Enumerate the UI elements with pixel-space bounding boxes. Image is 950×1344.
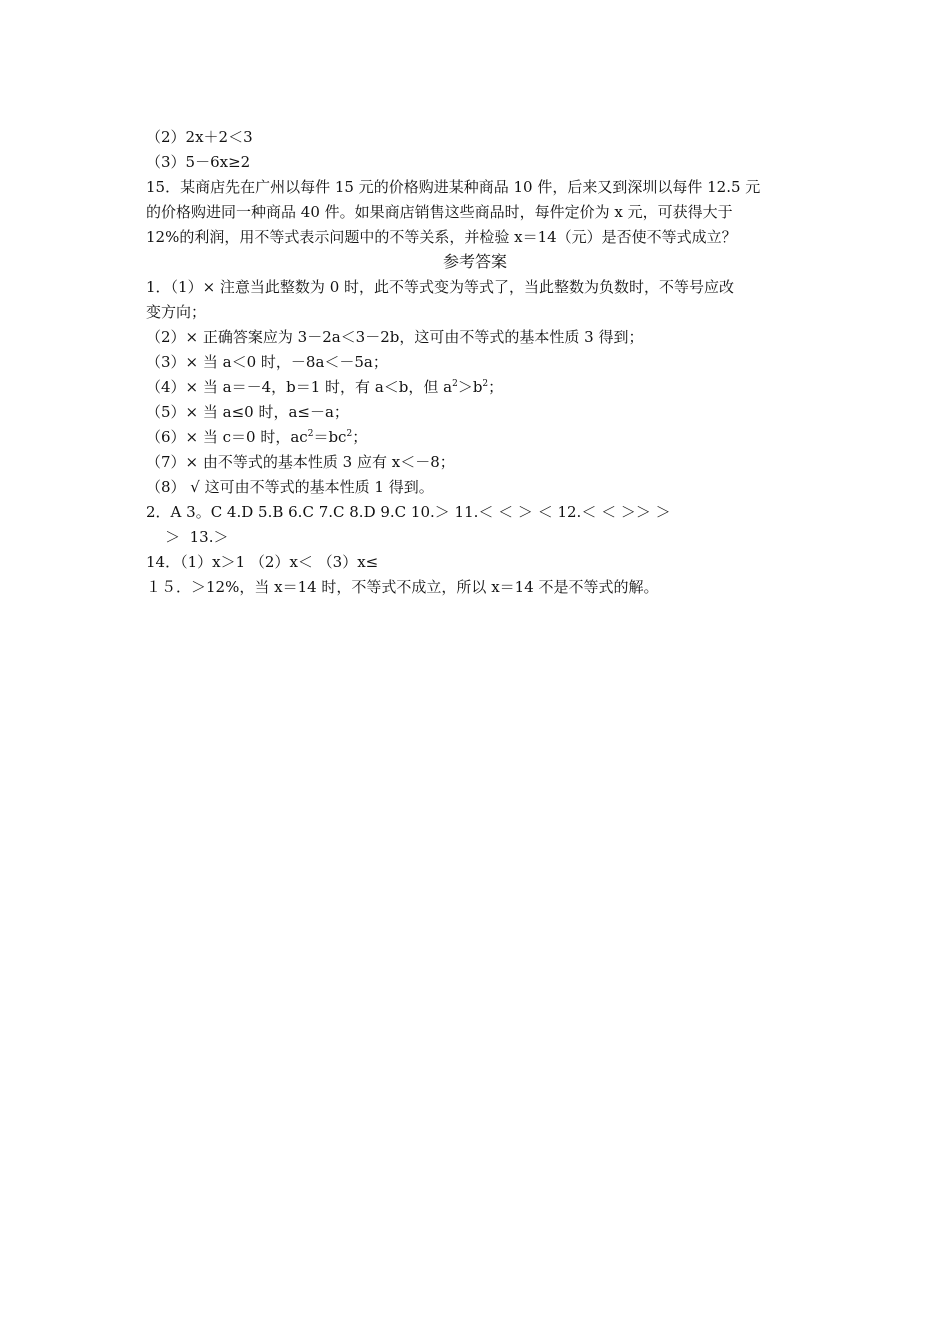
answer-2-line-2: ＞ 13.＞ [146, 528, 229, 546]
exponent: 2 [307, 429, 314, 439]
exponent: 2 [452, 379, 458, 389]
question-14-part-2: （2）2x＋2＜3 [146, 128, 253, 146]
answer-1-part-6-text: ； [352, 428, 368, 446]
question-15-line-1: 15．某商店先在广州以每件 15 元的价格购进某种商品 10 件，后来又到深圳以每件 12.5 元 [146, 178, 761, 196]
answer-1-part-8: （8） √ 这可由不等式的基本性质 1 得到。 [146, 478, 434, 496]
question-15-line-2: 的价格购进同一种商品 40 件。如果商店销售这些商品时，每件定价为 x 元，可获得大于 [146, 203, 733, 221]
answer-1-part-3: （3）× 当 a＜0 时，－8a＜－5a； [146, 353, 388, 371]
answer-1-line-1: 1．（1）× 注意当此整数为 0 时，此不等式变为等式了，当此整数为负数时，不等号应改 [146, 278, 735, 296]
answers-heading: 参考答案 [442, 252, 507, 271]
answer-1-part-4-text: ； [488, 378, 504, 396]
exponent: 2 [482, 379, 489, 389]
answer-1-part-2: （2）× 正确答案应为 3－2a＜3－2b，这可由不等式的基本性质 3 得到； [146, 328, 644, 346]
answer-1-part-6-text: （6）× 当 c＝0 时，ac [146, 428, 308, 446]
answer-1-part-4-text: （4）× 当 a＝－4，b＝1 时，有 a＜b，但 a [146, 378, 453, 396]
answer-1-part-4-text: ＞b [457, 378, 483, 396]
answer-14: 14．（1）x＞1 （2）x＜ （3）x≤ [146, 553, 379, 571]
question-15-line-3: 12%的利润，用不等式表示问题中的不等关系，并检验 x＝14（元）是否使不等式成立？ [146, 228, 737, 246]
answer-1-part-5: （5）× 当 a≤0 时，a≤－a； [146, 403, 349, 421]
answer-15: １５．＞12%，当 x＝14 时，不等式不成立，所以 x＝14 不是不等式的解。 [146, 578, 659, 596]
question-14-part-3: （3）5－6x≥2 [146, 153, 251, 171]
answer-1-line-2: 变方向； [146, 303, 207, 321]
answer-1-part-6-text: ＝bc [313, 428, 347, 446]
answer-1-part-6 [146, 425, 812, 449]
exponent: 2 [346, 429, 353, 439]
answer-2-line-1: 2．A 3。C 4.D 5.B 6.C 7.C 8.D 9.C 10.＞ 11.＜ ＜ ＞ ＜ 12.＜ ＜ ＞＞ ＞ [146, 503, 671, 521]
answer-1-part-4 [146, 375, 812, 399]
answer-1-part-7: （7）× 由不等式的基本性质 3 应有 x＜－8； [146, 453, 455, 471]
